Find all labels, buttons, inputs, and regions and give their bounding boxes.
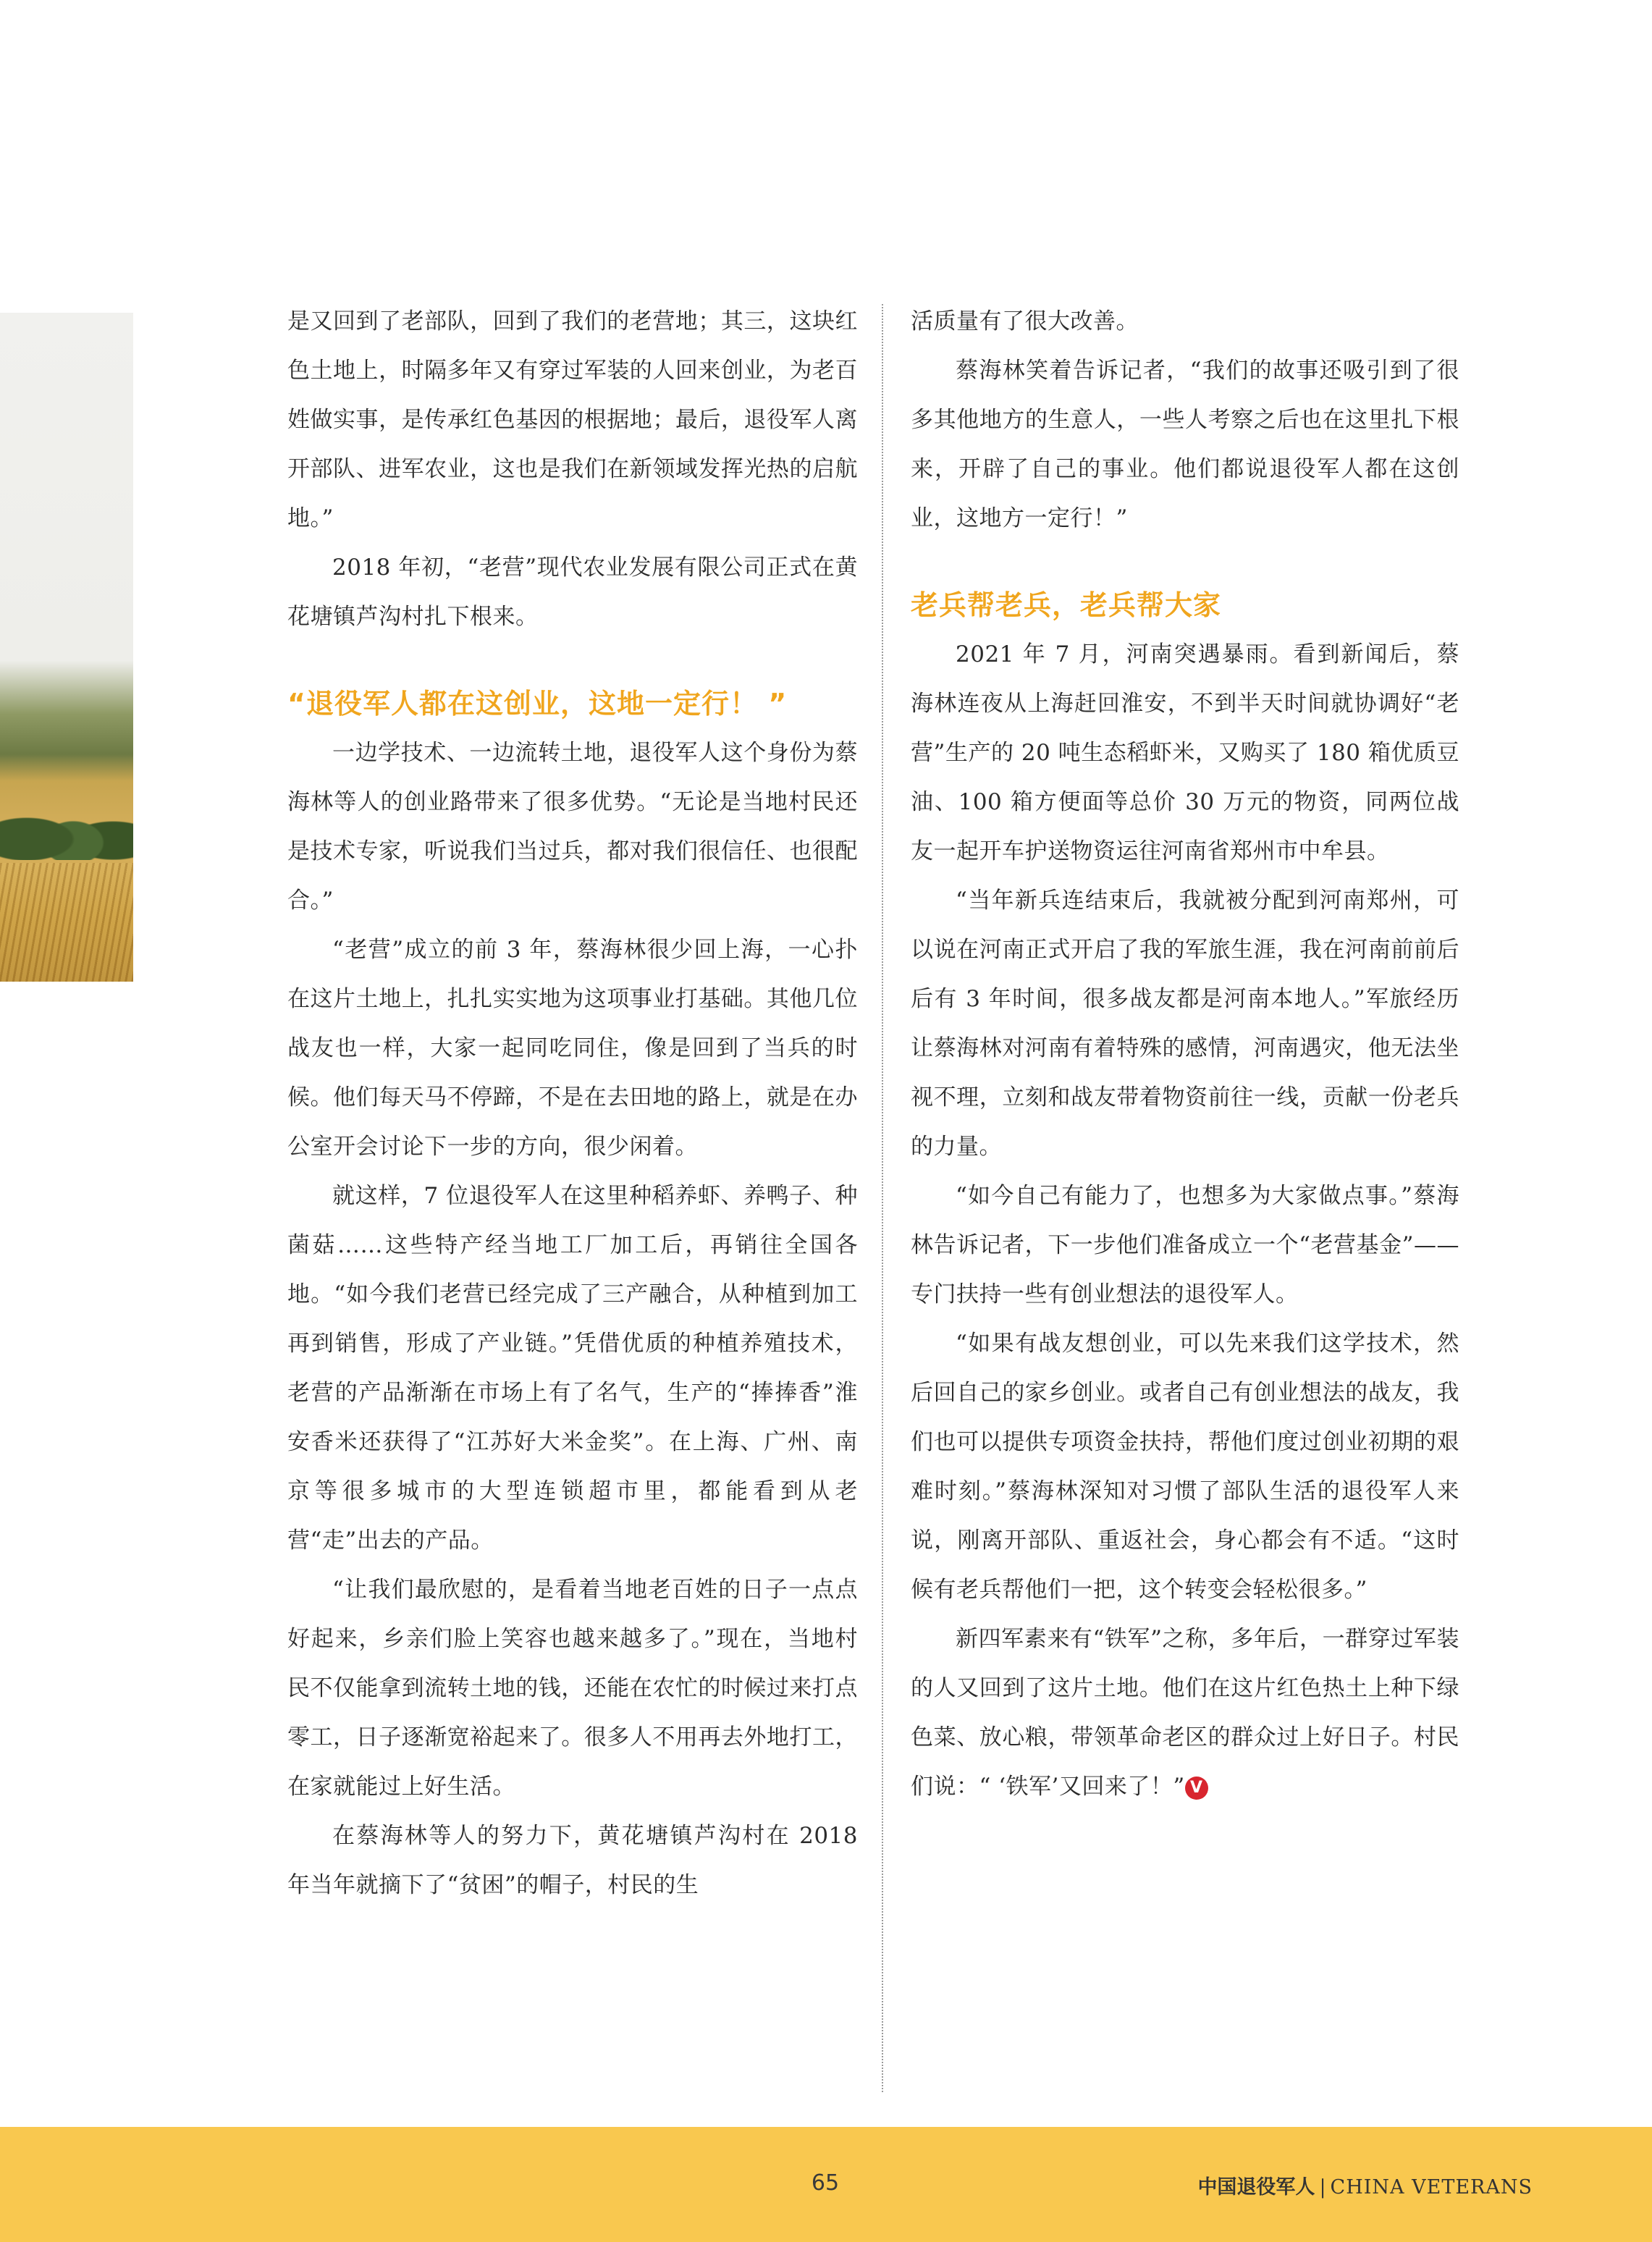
- paragraph: 一边学技术、一边流转土地，退役军人这个身份为蔡海林等人的创业路带来了很多优势。“无论是当地村民还是技术专家，听说我们当过兵，都对我们很信任、也很配合。”: [287, 740, 858, 914]
- paragraph: 活质量有了很大改善。: [911, 308, 1139, 334]
- section-heading: 老兵帮老兵，老兵帮大家: [911, 589, 1222, 621]
- paragraph: 在蔡海林等人的努力下，黄花塘镇芦沟村在 2018 年当年就摘下了“贫困”的帽子，村民的生: [287, 1823, 858, 1898]
- paragraph: 蔡海林笑着告诉记者，“我们的故事还吸引到了很多其他地方的生意人，一些人考察之后也在这里扎下根来，开辟了自己的事业。他们都说退役军人都在这创业，这地方一定行！”: [911, 358, 1459, 531]
- paragraph: “如今自己有能力了，也想多为大家做点事。”蔡海林告诉记者，下一步他们准备成立一个“老营基金”——专门扶持一些有创业想法的退役军人。: [911, 1183, 1459, 1307]
- paragraph-text: 新四军素来有“铁军”之称，多年后，一群穿过军装的人又回到了这片土地。他们在这片红色热土上种下绿色菜、放心粮，带领革命老区的群众过上好日子。村民们说：“ ‘铁军’又回来了！”: [911, 1626, 1459, 1800]
- paragraph: “让我们最欣慰的，是看着当地老百姓的日子一点点好起来，乡亲们脸上笑容也越来越多了。”现在，当地村民不仅能拿到流转土地的钱，还能在农忙的时候过来打点零工，日子逐渐宽裕起来了。很多人不用再去外地打工，在家就能过上好生活。: [287, 1577, 858, 1800]
- magazine-name-english: CHINA VETERANS: [1330, 2176, 1533, 2199]
- paragraph: 2021 年 7 月，河南突遇暴雨。看到新闻后，蔡海林连夜从上海赶回淮安，不到半天时间就协调好“老营”生产的 20 吨生态稻虾米，又购买了 180 箱优质豆油、100 箱方便面等总价 30 万元的物资，同两位战友一起开车护送物资运往河南省郑州市中牟县。: [911, 641, 1459, 864]
- paragraph: 是又回到了老部队，回到了我们的老营地；其三，这块红色土地上，时隔多年又有穿过军装的人回来创业，为老百姓做实事，是传承红色基因的根据地；最后，退役军人离开部队、进军农业，这也是我们在新领域发挥光热的启航地。”: [287, 308, 858, 531]
- paragraph: [911, 1614, 1459, 1811]
- column-divider: [882, 304, 883, 2092]
- section-heading: “退役军人都在这创业，这地一定行！ ”: [287, 688, 788, 720]
- page-number: 65: [811, 2170, 840, 2196]
- footer-bar: [0, 2127, 1652, 2242]
- left-text-column: [287, 297, 858, 1910]
- paragraph: “如果有战友想创业，可以先来我们这学技术，然后回自己的家乡创业。或者自己有创业想法的战友，我们也可以提供专项资金扶持，帮他们度过创业初期的艰难时刻。”蔡海林深知对习惯了部队生活的退役军人来说，刚离开部队、重返社会，身心都会有不适。“这时候有老兵帮他们一把，这个转变会轻松很多。”: [911, 1331, 1459, 1603]
- end-of-article-icon: V: [1185, 1777, 1208, 1800]
- tree-line: [0, 791, 133, 860]
- magazine-name: [1197, 2171, 1533, 2199]
- rice-field-photo: [0, 313, 133, 982]
- paragraph: “当年新兵连结束后，我就被分配到河南郑州，可以说在河南正式开启了我的军旅生涯，我在河南前前后后有 3 年时间，很多战友都是河南本地人。”军旅经历让蔡海林对河南有着特殊的感情，河南遇灾，他无法坐视不理，立刻和战友带着物资前往一线，贡献一份老兵的力量。: [911, 888, 1459, 1160]
- magazine-name-chinese: 中国退役军人: [1197, 2176, 1315, 2199]
- right-text-column: [911, 297, 1459, 1811]
- separator: |: [1319, 2176, 1326, 2199]
- paragraph: 2018 年初，“老营”现代农业发展有限公司正式在黄花塘镇芦沟村扎下根来。: [287, 555, 858, 630]
- paragraph: 就这样，7 位退役军人在这里种稻养虾、养鸭子、种菌菇……这些特产经当地工厂加工后，再销往全国各地。“如今我们老营已经完成了三产融合，从种植到加工再到销售，形成了产业链。”凭借优质的种植养殖技术，老营的产品渐渐在市场上有了名气，生产的“捧捧香”淮安香米还获得了“江苏好大米金奖”。在上海、广州、南京等很多城市的大型连锁超市里，都能看到从老营“走”出去的产品。: [287, 1183, 858, 1554]
- golden-rice-field: [0, 863, 133, 982]
- paragraph: “老营”成立的前 3 年，蔡海林很少回上海，一心扑在这片土地上，扎扎实实地为这项事业打基础。其他几位战友也一样，大家一起同吃同住，像是回到了当兵的时候。他们每天马不停蹄，不是在去田地的路上，就是在办公室开会讨论下一步的方向，很少闲着。: [287, 937, 858, 1160]
